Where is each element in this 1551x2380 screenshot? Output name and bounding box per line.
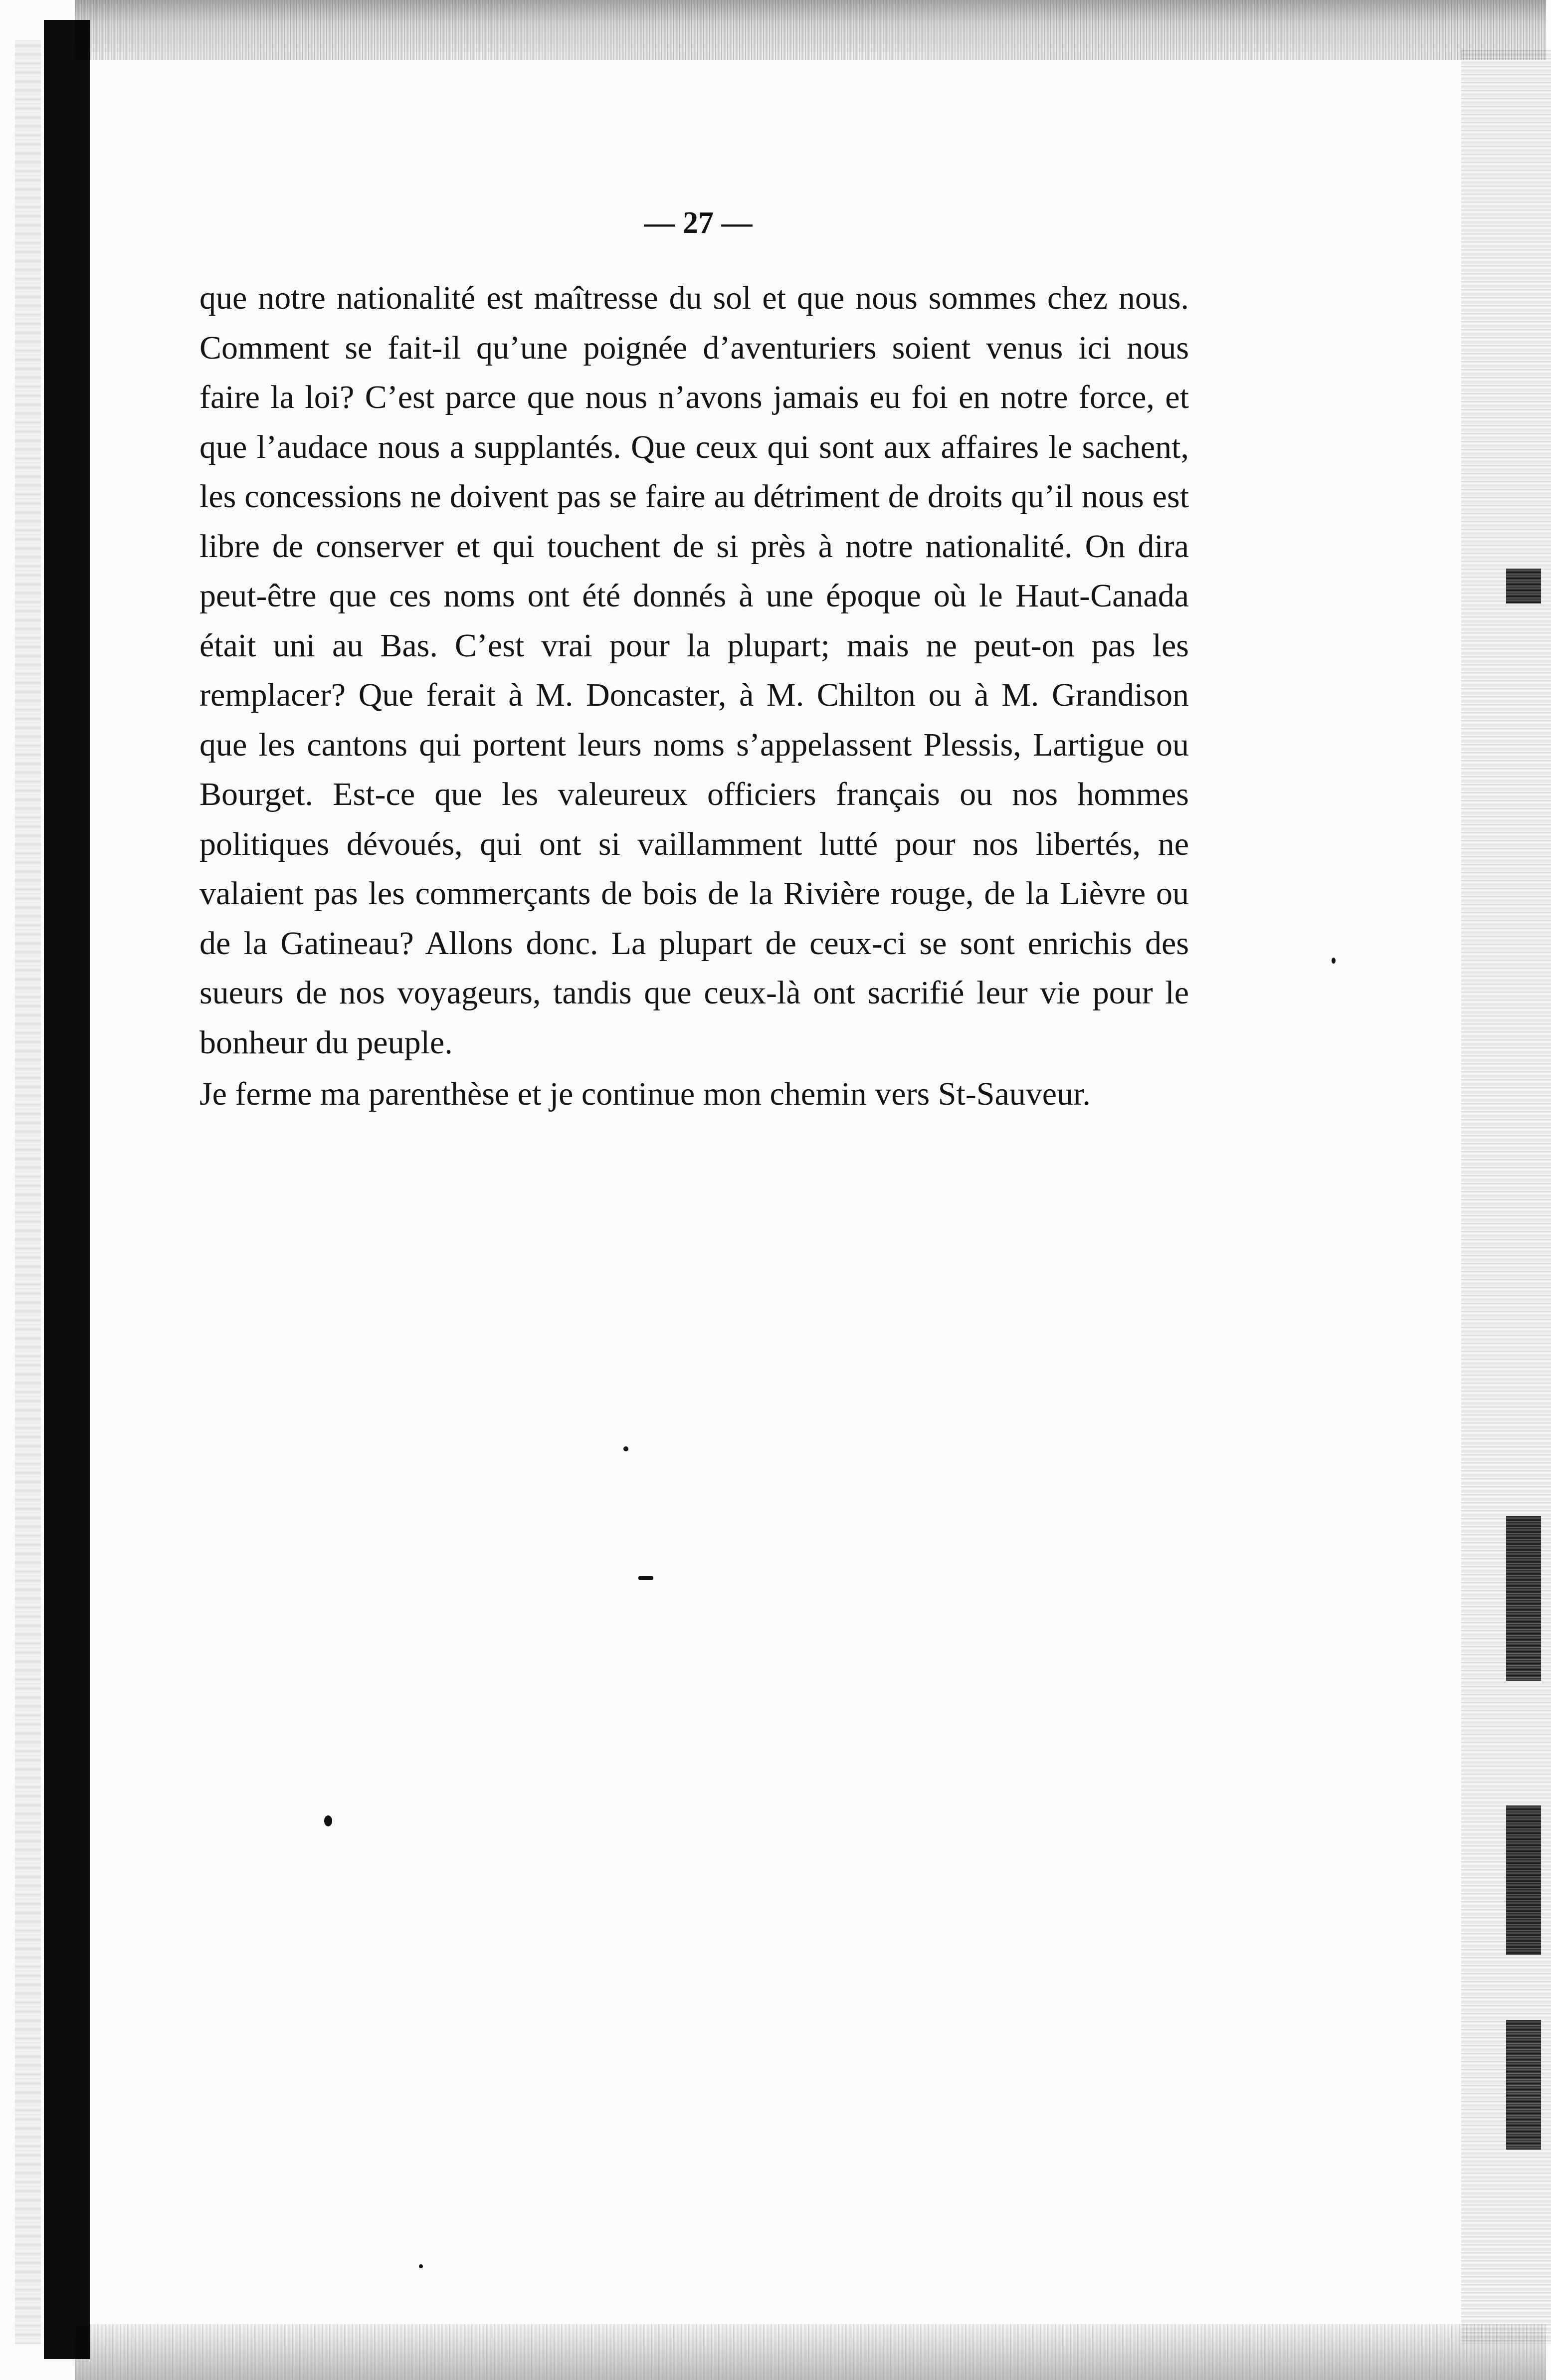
body-text: [199, 273, 1189, 1119]
scan-mark: [1506, 569, 1541, 603]
ink-speck: [324, 1815, 332, 1826]
ink-speck: [623, 1446, 628, 1451]
scan-noise-bottom: [75, 2324, 1546, 2380]
scan-noise-top: [75, 0, 1546, 60]
scan-mark: [1506, 1516, 1541, 1681]
scan-mark: [1506, 1805, 1541, 1955]
page-number: — 27 —: [644, 206, 753, 240]
paragraph: Je ferme ma parenthèse et je continue mon chemin vers St-Sauveur.: [199, 1076, 1091, 1112]
binding-edge: [44, 20, 90, 2359]
paragraph: que notre nationalité est maîtresse du sol et que nous sommes chez nous. Comment se fait-il qu’une poignée d’aventuriers soient venus ici nous faire la loi? C’est parce que nous n’avons jamais eu foi en notre force, et que l’audace nous a supplantés. Que ceux qui sont aux affaires le sachent, les concessions ne doivent pas se faire au détriment de droits qu’il nous est libre de conserver et qui touchent de si près à notre nationalité. On dira peut-être que ces noms ont été donnés à une époque où le Haut-Canada était uni au Bas. C’est vrai pour la plupart; mais ne peut-on pas les remplacer? Que ferait à M. Doncaster, à M. Chilton ou à M. Grandison que les cantons qui portent leurs noms s’appelassent Plessis, Lartigue ou Bourget. Est-ce que les valeureux officiers français ou nos hommes politiques dévoués, qui ont si vaillamment lutté pour nos libertés, ne valaient pas les commerçants de bois de la Rivière rouge, de la Lièvre ou de la Gatineau? Allons donc. La plupart de ceux-ci se sont enrichis des sueurs de nos voyageurs, tandis que ceux-là ont sacrifié leur vie pour le bonheur du peuple.: [199, 280, 1189, 1061]
ink-speck: [638, 1576, 653, 1580]
scan-mark: [1506, 2020, 1541, 2150]
ink-speck: [1332, 958, 1336, 964]
scan-shadow: [15, 40, 41, 2344]
ink-speck: [419, 2264, 423, 2268]
scan-noise-right: [1461, 50, 1551, 2344]
